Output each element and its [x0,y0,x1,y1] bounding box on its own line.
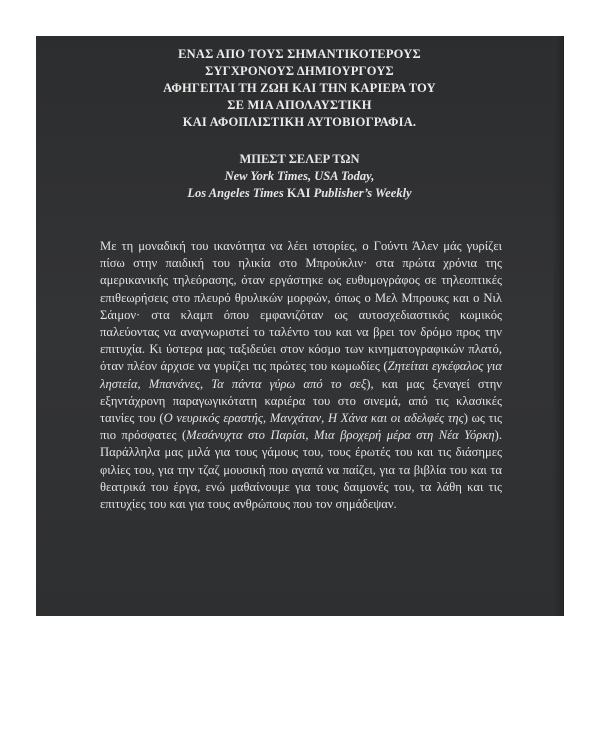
headline-line: ΑΦΗΓΕΙΤΑΙ ΤΗ ΖΩΗ ΚΑΙ ΤΗΝ ΚΑΡΙΕΡΑ ΤΟΥ [163,81,436,95]
bestseller-label: ΜΠΕΣΤ ΣΕΛΕΡ ΤΩΝ [239,152,360,166]
bestseller-blurb [36,151,563,202]
synopsis-text: ). Παράλληλα μας μιλά για τους γάμους του, τους έρωτές του και τις διάσημες φιλίες του, για την τζαζ μουσική που αγαπά να παίζει, για τα βιβλία του και τα θεατρικά του έργα, ενώ μαθαίνουμε για τους δαιμονές του, τα λάθη και τις επιτυχίες του και για τους ανθρώπους που τον σημάδεψαν. [100,428,502,512]
bestseller-list-name: Los Angeles Times [187,186,284,200]
cover-edge [553,36,563,616]
bestseller-list-name: Publisher’s Weekly [313,186,412,200]
film-titles: Ο νευρικός εραστής, Μανχάταν, Η Χάνα και οι αδελφές της [163,411,464,426]
headline-line: ΣΕ ΜΙΑ ΑΠΟΛΑΥΣΤΙΚΗ [227,98,372,112]
book-back-cover [36,36,564,616]
synopsis-text: ), και μας ξεναγεί στην εξηντάχρονη παραγωγικότατη καριέρα του στο σινεμά, από τις κλασικές ταινίες του ( [100,376,502,426]
film-titles: Ζητείται εγκέφαλος για ληστεία, Μπανάνες, Τα πάντα γύρω από το σεξ [100,359,503,391]
headline-line: ΕΝΑΣ ΑΠΟ ΤΟΥΣ ΣΗΜΑΝΤΙΚΟΤΕΡΟΥΣ [178,47,421,61]
bestseller-conjunction: ΚΑΙ [283,186,314,200]
headline [36,36,563,131]
headline-line: ΚΑΙ ΑΦΟΠΛΙΣΤΙΚΗ ΑΥΤΟΒΙΟΓΡΑΦΙΑ. [182,115,417,129]
synopsis-paragraph [100,238,502,513]
bestseller-lists-line [36,185,563,202]
synopsis-text: Με τη μοναδική του ικανότητα να λέει ιστορίες, ο Γούντι Άλεν μάς γυρίζει πίσω στην παιδική του ηλικία στο Μπρούκλιν· στα πρώτα χρόνια της αμερικανικής τηλεόρασης, όταν εργάστηκε ως ευθυμογράφος σε τηλεοπτικές επιθεωρήσεις στο πλευρό θρυλικών μορφών, όπως ο Μελ Μπρουκς και ο Νιλ Σάιμον· στα κλαμπ όπου εμφανιζόταν ως αυτοσχεδιαστικός κωμικός παλεύοντας να αναγνωριστεί το ταλέντο του και να βρει τον δρόμο προς την επιτυχία. Κι ύστερα μας ταξιδεύει στον κόσμο των κινηματογραφικών πλατό, όταν πλέον άρχισε να γυρίζει τις πρώτες του κωμωδίες ( [100,239,502,374]
synopsis-text: ) ως τις πιο πρόσφατες ( [100,411,502,443]
film-titles: Μεσάνυχτα στο Παρίσι, Μια βροχερή μέρα στη Νέα Υόρκη [186,428,495,443]
bestseller-lists-line: New York Times, USA Today, [224,169,375,183]
headline-line: ΣΥΓΧΡΟΝΟΥΣ ΔΗΜΙΟΥΡΓΟΥΣ [205,64,394,78]
